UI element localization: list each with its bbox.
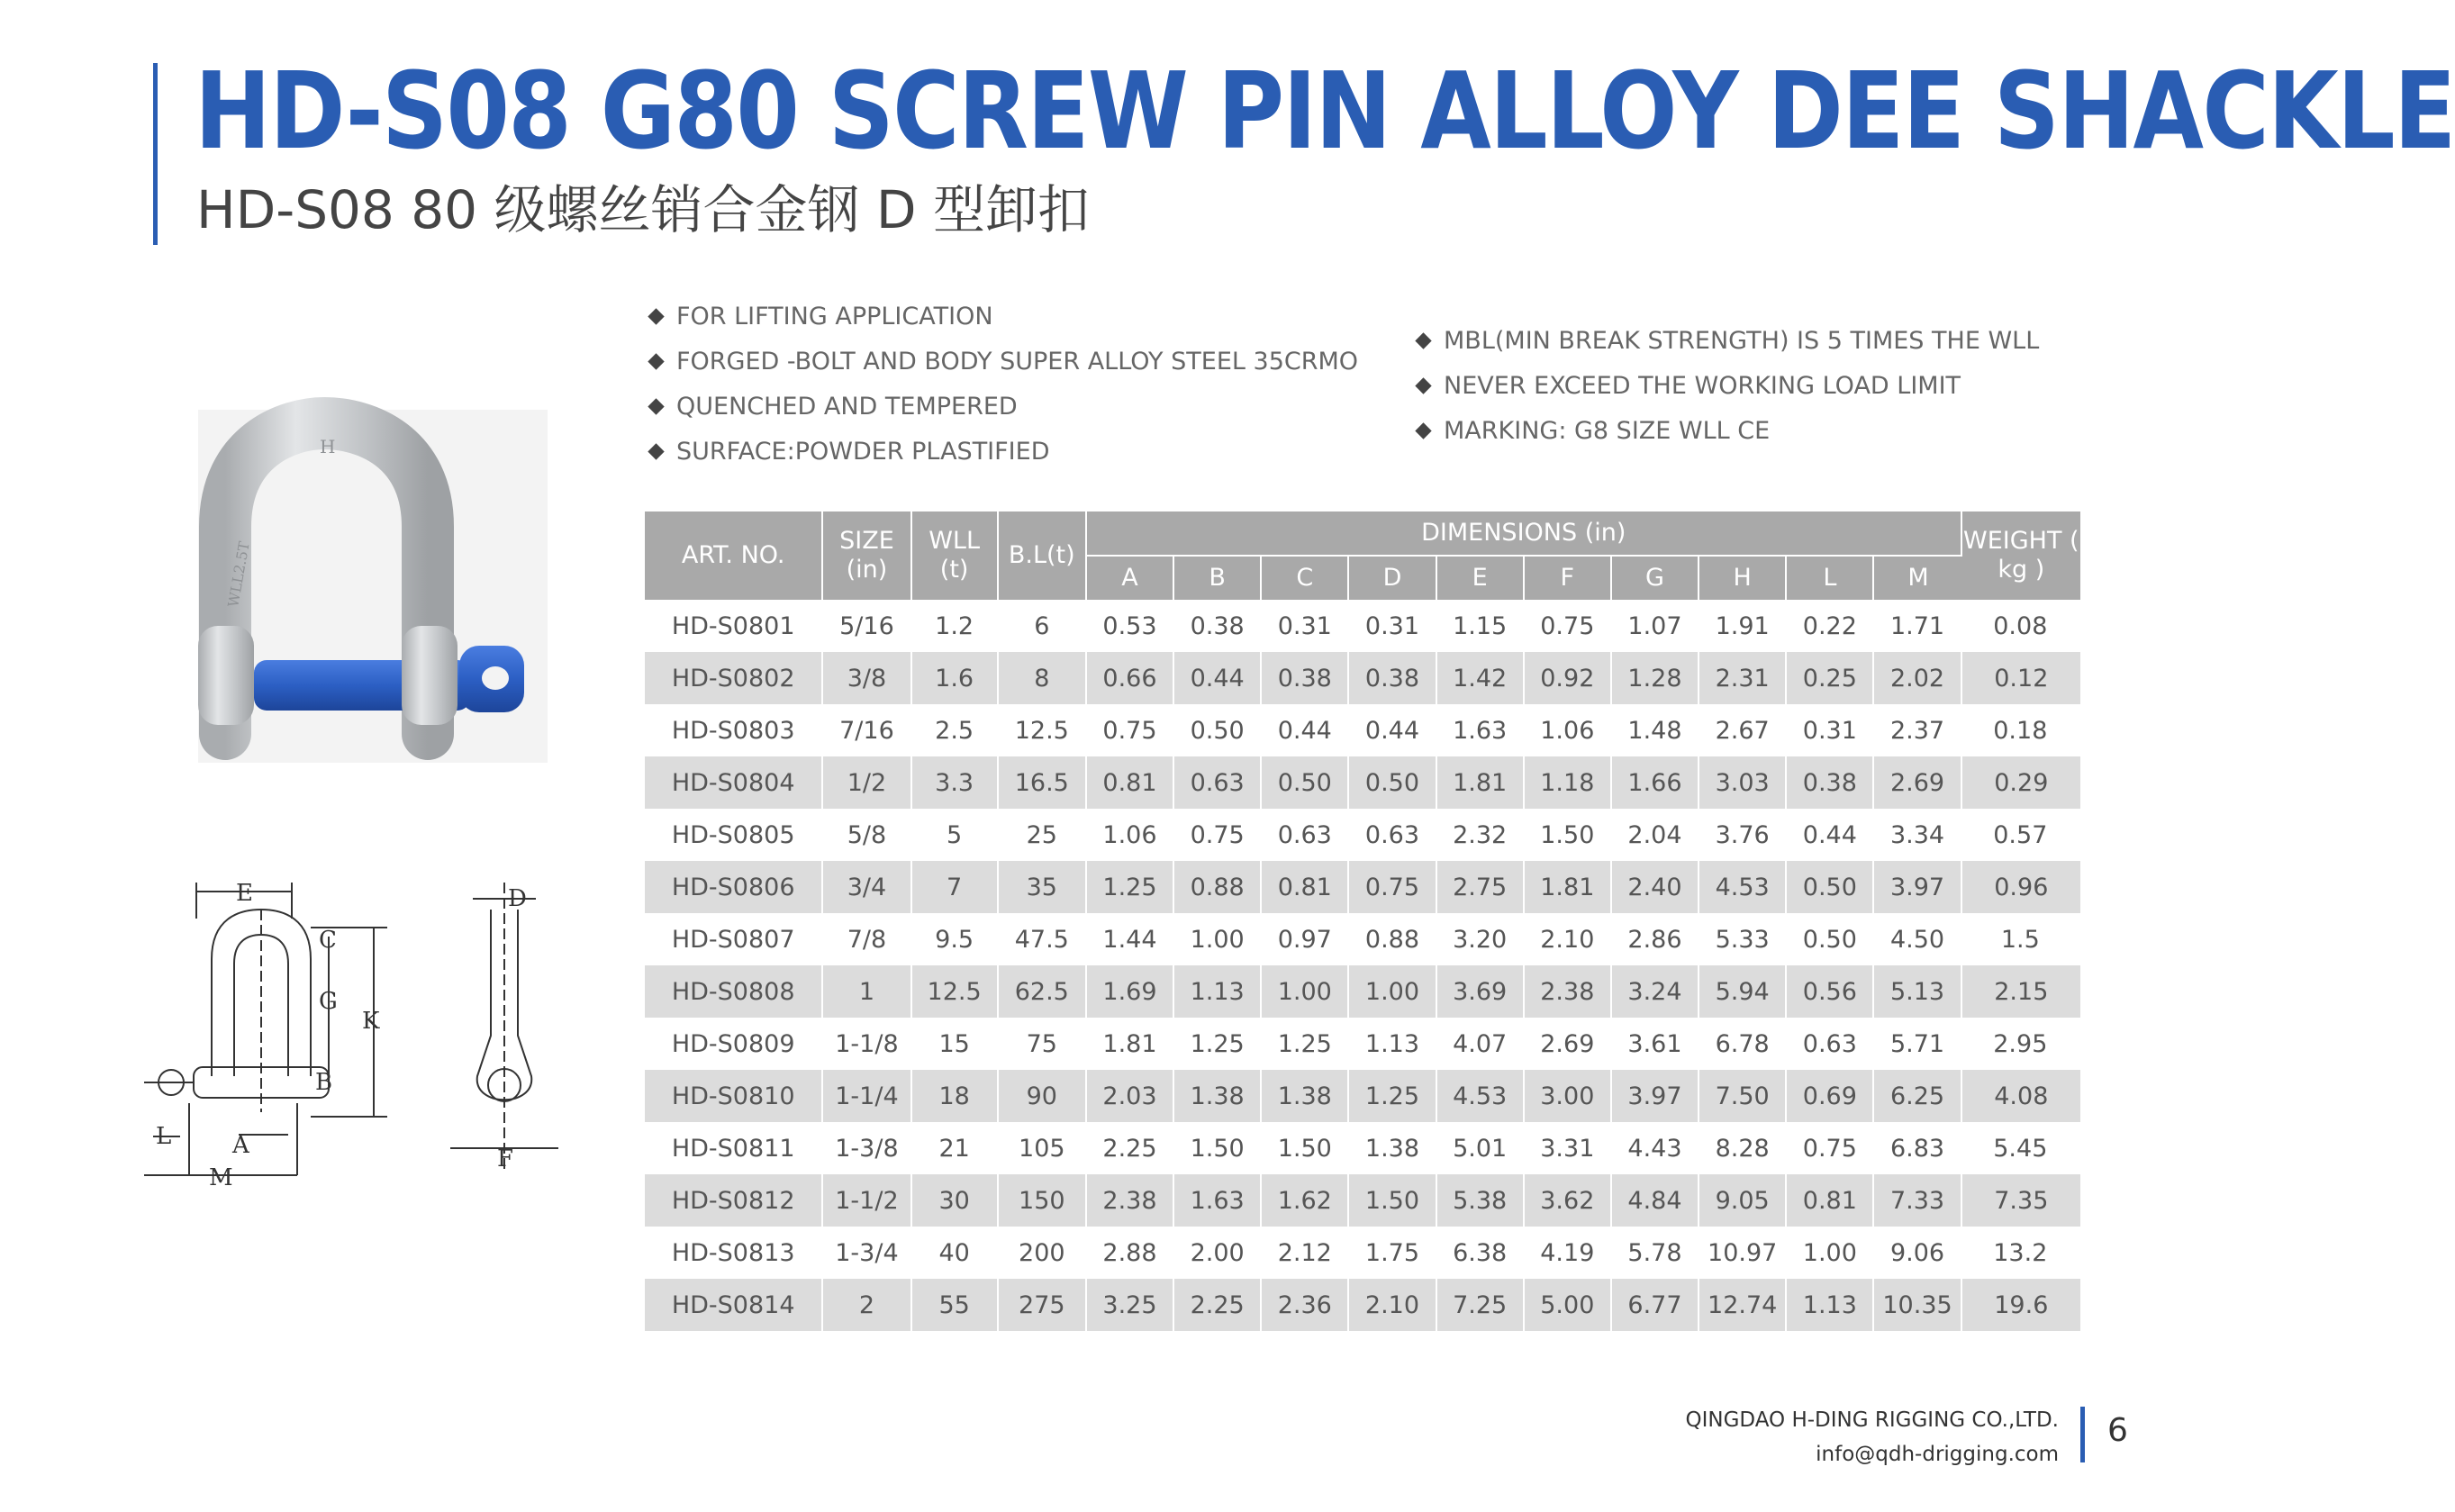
table-cell: 1-3/4 <box>823 1227 911 1279</box>
table-cell: 1.13 <box>1787 1279 1874 1331</box>
table-cell: 1.25 <box>1262 1018 1349 1070</box>
table-cell: 0.38 <box>1262 652 1349 704</box>
table-cell: 7/16 <box>823 704 911 756</box>
table-cell: 1.00 <box>1262 965 1349 1018</box>
header-dim-h: H <box>1699 555 1787 600</box>
feature-item: FORGED -BOLT AND BODY SUPER ALLOY STEEL 35CRMO <box>645 340 1358 385</box>
header-dim-m: M <box>1874 555 1961 600</box>
svg-text:B: B <box>315 1069 333 1096</box>
table-cell: 2.5 <box>912 704 999 756</box>
table-cell: 62.5 <box>999 965 1087 1018</box>
table-cell: 55 <box>912 1279 999 1331</box>
table-cell: 5.71 <box>1874 1018 1961 1070</box>
table-cell: HD-S0807 <box>645 913 823 965</box>
table-cell: 9.05 <box>1699 1174 1787 1227</box>
dee-shackle-image <box>198 410 548 763</box>
table-cell: 7 <box>912 861 999 913</box>
table-cell: 3.25 <box>1087 1279 1174 1331</box>
table-cell: HD-S0806 <box>645 861 823 913</box>
table-cell: 1.00 <box>1787 1227 1874 1279</box>
table-cell: 2.69 <box>1874 756 1961 809</box>
table-cell: 12.5 <box>912 965 999 1018</box>
table-row <box>645 809 2080 861</box>
table-cell: 5.01 <box>1437 1122 1525 1174</box>
header-dim-g: G <box>1612 555 1699 600</box>
table-cell: 1.81 <box>1525 861 1612 913</box>
table-row <box>645 1227 2080 1279</box>
table-cell: 0.38 <box>1174 600 1262 652</box>
table-cell: 13.2 <box>1962 1227 2080 1279</box>
table-cell: 1.81 <box>1087 1018 1174 1070</box>
table-cell: 5.94 <box>1699 965 1787 1018</box>
table-cell: 2.10 <box>1525 913 1612 965</box>
svg-text:K: K <box>362 1008 380 1035</box>
table-cell: 0.66 <box>1087 652 1174 704</box>
footer-company <box>1686 1403 2060 1471</box>
table-cell: 6.25 <box>1874 1070 1961 1122</box>
table-cell: 0.53 <box>1087 600 1174 652</box>
table-cell: HD-S0809 <box>645 1018 823 1070</box>
table-cell: 15 <box>912 1018 999 1070</box>
table-cell: 2.38 <box>1525 965 1612 1018</box>
table-cell: 7.50 <box>1699 1070 1787 1122</box>
table-cell: 0.31 <box>1349 600 1436 652</box>
table-cell: 3.61 <box>1612 1018 1699 1070</box>
table-cell: 2.86 <box>1612 913 1699 965</box>
table-cell: 0.75 <box>1349 861 1436 913</box>
feature-item: SURFACE:POWDER PLASTIFIED <box>645 430 1358 475</box>
table-cell: 0.63 <box>1174 756 1262 809</box>
feature-item: FOR LIFTING APPLICATION <box>645 294 1358 340</box>
table-cell: 0.12 <box>1962 652 2080 704</box>
header-dim-e: E <box>1437 555 1525 600</box>
table-cell: 2.12 <box>1262 1227 1349 1279</box>
table-cell: 10.35 <box>1874 1279 1961 1331</box>
table-cell: 90 <box>999 1070 1087 1122</box>
table-cell: 0.22 <box>1787 600 1874 652</box>
table-cell: 3/4 <box>823 861 911 913</box>
table-cell: 2.25 <box>1174 1279 1262 1331</box>
table-cell: 1.06 <box>1087 809 1174 861</box>
table-cell: 1.18 <box>1525 756 1612 809</box>
table-cell: 1.44 <box>1087 913 1174 965</box>
page-title: HD-S08 G80 SCREW PIN ALLOY DEE SHACKLE <box>195 49 2455 173</box>
table-cell: 1 <box>823 965 911 1018</box>
svg-text:G: G <box>319 988 338 1015</box>
table-cell: 40 <box>912 1227 999 1279</box>
table-cell: 0.44 <box>1262 704 1349 756</box>
table-cell: 1-1/8 <box>823 1018 911 1070</box>
table-cell: 0.31 <box>1262 600 1349 652</box>
table-cell: HD-S0811 <box>645 1122 823 1174</box>
svg-text:C: C <box>319 927 337 954</box>
table-cell: 7.25 <box>1437 1279 1525 1331</box>
diamond-bullet-icon <box>648 398 664 414</box>
table-row <box>645 913 2080 965</box>
table-row <box>645 1070 2080 1122</box>
table-cell: 0.44 <box>1174 652 1262 704</box>
table-cell: 4.07 <box>1437 1018 1525 1070</box>
table-cell: 47.5 <box>999 913 1087 965</box>
title-accent-bar <box>153 63 158 245</box>
table-cell: 4.19 <box>1525 1227 1612 1279</box>
table-cell: 0.88 <box>1174 861 1262 913</box>
table-cell: 6 <box>999 600 1087 652</box>
table-cell: 200 <box>999 1227 1087 1279</box>
header-size: SIZE (in) <box>823 512 911 600</box>
table-cell: 5.38 <box>1437 1174 1525 1227</box>
table-cell: 0.81 <box>1262 861 1349 913</box>
table-cell: 0.50 <box>1174 704 1262 756</box>
table-cell: 2.95 <box>1962 1018 2080 1070</box>
table-cell: 4.43 <box>1612 1122 1699 1174</box>
table-cell: 0.31 <box>1787 704 1874 756</box>
table-cell: 1.15 <box>1437 600 1525 652</box>
table-cell: 0.18 <box>1962 704 2080 756</box>
diamond-bullet-icon <box>648 443 664 459</box>
table-cell: 2.36 <box>1262 1279 1349 1331</box>
product-photo <box>198 410 548 763</box>
table-row <box>645 1018 2080 1070</box>
table-cell: HD-S0804 <box>645 756 823 809</box>
spec-table <box>645 512 2080 1331</box>
table-cell: 1-3/8 <box>823 1122 911 1174</box>
table-cell: HD-S0802 <box>645 652 823 704</box>
header-weight: WEIGHT ( kg ) <box>1962 512 2080 600</box>
table-cell: 3/8 <box>823 652 911 704</box>
table-cell: 3.62 <box>1525 1174 1612 1227</box>
header-dim-l: L <box>1787 555 1874 600</box>
table-cell: 6.38 <box>1437 1227 1525 1279</box>
table-cell: 0.44 <box>1349 704 1436 756</box>
table-cell: 5.33 <box>1699 913 1787 965</box>
svg-text:A: A <box>232 1132 249 1159</box>
diamond-bullet-icon <box>1415 332 1431 349</box>
table-cell: 3.69 <box>1437 965 1525 1018</box>
company-email[interactable]: info@qdh-drigging.com <box>1816 1443 2059 1466</box>
table-cell: 6.78 <box>1699 1018 1787 1070</box>
header-art-no: ART. NO. <box>645 512 823 600</box>
table-cell: 1.66 <box>1612 756 1699 809</box>
table-cell: 2.40 <box>1612 861 1699 913</box>
table-cell: HD-S0814 <box>645 1279 823 1331</box>
table-row <box>645 861 2080 913</box>
table-cell: 0.50 <box>1349 756 1436 809</box>
table-cell: 1.00 <box>1349 965 1436 1018</box>
feature-item: NEVER EXCEED THE WORKING LOAD LIMIT <box>1412 364 2039 409</box>
table-cell: 0.08 <box>1962 600 2080 652</box>
table-cell: 1.2 <box>912 600 999 652</box>
diamond-bullet-icon <box>1415 422 1431 439</box>
table-cell: 275 <box>999 1279 1087 1331</box>
table-cell: HD-S0803 <box>645 704 823 756</box>
table-cell: 9.5 <box>912 913 999 965</box>
table-cell: 30 <box>912 1174 999 1227</box>
table-cell: 3.31 <box>1525 1122 1612 1174</box>
table-cell: 0.92 <box>1525 652 1612 704</box>
table-cell: 25 <box>999 809 1087 861</box>
table-cell: 6.83 <box>1874 1122 1961 1174</box>
table-cell: 1.25 <box>1349 1070 1436 1122</box>
table-cell: 1.62 <box>1262 1174 1349 1227</box>
table-cell: 1.13 <box>1349 1018 1436 1070</box>
page-number: 6 <box>2107 1412 2128 1449</box>
table-cell: 2.75 <box>1437 861 1525 913</box>
table-cell: HD-S0808 <box>645 965 823 1018</box>
table-cell: 2.02 <box>1874 652 1961 704</box>
table-cell: 1.5 <box>1962 913 2080 965</box>
table-cell: 2.32 <box>1437 809 1525 861</box>
dimension-drawing <box>126 874 594 1198</box>
table-cell: 0.63 <box>1787 1018 1874 1070</box>
table-row <box>645 756 2080 809</box>
feature-item: MBL(MIN BREAK STRENGTH) IS 5 TIMES THE WLL <box>1412 319 2039 364</box>
table-cell: 5 <box>912 809 999 861</box>
table-cell: 2.03 <box>1087 1070 1174 1122</box>
table-cell: 5.78 <box>1612 1227 1699 1279</box>
table-cell: 21 <box>912 1122 999 1174</box>
table-cell: 1-1/4 <box>823 1070 911 1122</box>
table-cell: 1.00 <box>1174 913 1262 965</box>
table-row <box>645 652 2080 704</box>
table-cell: 2.31 <box>1699 652 1787 704</box>
table-cell: 105 <box>999 1122 1087 1174</box>
table-cell: 2 <box>823 1279 911 1331</box>
header-dimensions: DIMENSIONS (in) <box>1087 512 1962 555</box>
feature-item: QUENCHED AND TEMPERED <box>645 385 1358 430</box>
header-dim-c: C <box>1262 555 1349 600</box>
table-cell: 1.63 <box>1174 1174 1262 1227</box>
diamond-bullet-icon <box>648 353 664 369</box>
table-cell: 1.50 <box>1262 1122 1349 1174</box>
table-cell: 0.63 <box>1262 809 1349 861</box>
diamond-bullet-icon <box>1415 377 1431 394</box>
table-cell: 3.97 <box>1874 861 1961 913</box>
table-cell: 3.34 <box>1874 809 1961 861</box>
table-cell: 7.35 <box>1962 1174 2080 1227</box>
table-cell: 1.48 <box>1612 704 1699 756</box>
table-cell: 2.67 <box>1699 704 1787 756</box>
table-cell: HD-S0810 <box>645 1070 823 1122</box>
table-cell: 1.07 <box>1612 600 1699 652</box>
table-cell: 12.5 <box>999 704 1087 756</box>
table-cell: 2.88 <box>1087 1227 1174 1279</box>
table-cell: 7.33 <box>1874 1174 1961 1227</box>
table-cell: 1.38 <box>1349 1122 1436 1174</box>
table-cell: 4.84 <box>1612 1174 1699 1227</box>
table-cell: 5.45 <box>1962 1122 2080 1174</box>
table-cell: 2.37 <box>1874 704 1961 756</box>
table-cell: 7/8 <box>823 913 911 965</box>
table-cell: 4.53 <box>1699 861 1787 913</box>
table-cell: HD-S0812 <box>645 1174 823 1227</box>
page-subtitle: HD-S08 80 级螺丝销合金钢 D 型卸扣 <box>196 179 1091 240</box>
table-cell: 0.50 <box>1262 756 1349 809</box>
table-cell: 0.75 <box>1174 809 1262 861</box>
table-cell: 1.69 <box>1087 965 1174 1018</box>
table-cell: 5/8 <box>823 809 911 861</box>
header-dim-d: D <box>1349 555 1436 600</box>
table-cell: 16.5 <box>999 756 1087 809</box>
table-cell: 0.44 <box>1787 809 1874 861</box>
table-cell: 1.71 <box>1874 600 1961 652</box>
table-cell: 1.81 <box>1437 756 1525 809</box>
table-cell: 12.74 <box>1699 1279 1787 1331</box>
table-row <box>645 704 2080 756</box>
header-bl: B.L(t) <box>999 512 1087 600</box>
table-cell: 1.06 <box>1525 704 1612 756</box>
table-cell: 1.25 <box>1174 1018 1262 1070</box>
table-cell: 2.00 <box>1174 1227 1262 1279</box>
svg-text:WLL2.5T: WLL2.5T <box>224 539 253 609</box>
table-cell: 3.20 <box>1437 913 1525 965</box>
table-cell: 2.04 <box>1612 809 1699 861</box>
table-cell: 0.75 <box>1787 1122 1874 1174</box>
table-cell: 2.25 <box>1087 1122 1174 1174</box>
header-dim-f: F <box>1525 555 1612 600</box>
header-dim-b: B <box>1174 555 1262 600</box>
table-cell: 18 <box>912 1070 999 1122</box>
table-cell: 0.38 <box>1787 756 1874 809</box>
table-cell: 0.75 <box>1525 600 1612 652</box>
table-cell: 4.53 <box>1437 1070 1525 1122</box>
table-cell: 0.81 <box>1787 1174 1874 1227</box>
table-cell: 0.50 <box>1787 861 1874 913</box>
svg-text:F: F <box>497 1145 514 1172</box>
table-cell: 3.3 <box>912 756 999 809</box>
table-cell: 1.63 <box>1437 704 1525 756</box>
table-cell: 0.75 <box>1087 704 1174 756</box>
table-cell: 0.50 <box>1787 913 1874 965</box>
table-cell: 0.69 <box>1787 1070 1874 1122</box>
table-cell: HD-S0805 <box>645 809 823 861</box>
feature-list-right <box>1412 319 2039 454</box>
table-cell: 2.15 <box>1962 965 2080 1018</box>
table-row <box>645 600 2080 652</box>
header-wll: WLL (t) <box>912 512 999 600</box>
table-cell: 0.29 <box>1962 756 2080 809</box>
table-row <box>645 1279 2080 1331</box>
table-cell: 3.24 <box>1612 965 1699 1018</box>
table-cell: HD-S0801 <box>645 600 823 652</box>
table-cell: 3.00 <box>1525 1070 1612 1122</box>
table-cell: 75 <box>999 1018 1087 1070</box>
table-cell: 9.06 <box>1874 1227 1961 1279</box>
table-cell: 0.96 <box>1962 861 2080 913</box>
table-cell: 0.97 <box>1262 913 1349 965</box>
table-cell: 6.77 <box>1612 1279 1699 1331</box>
table-cell: 1.28 <box>1612 652 1699 704</box>
table-row <box>645 965 2080 1018</box>
table-cell: HD-S0813 <box>645 1227 823 1279</box>
table-cell: 4.50 <box>1874 913 1961 965</box>
table-cell: 1.50 <box>1349 1174 1436 1227</box>
table-cell: 2.10 <box>1349 1279 1436 1331</box>
table-cell: 4.08 <box>1962 1070 2080 1122</box>
svg-text:L: L <box>156 1123 172 1150</box>
footer-accent-bar <box>2080 1407 2085 1462</box>
table-cell: 1.91 <box>1699 600 1787 652</box>
table-cell: 1.42 <box>1437 652 1525 704</box>
table-cell: 8 <box>999 652 1087 704</box>
svg-text:D: D <box>508 885 527 912</box>
svg-text:E: E <box>236 880 253 907</box>
svg-text:M: M <box>209 1164 233 1191</box>
table-cell: 1.6 <box>912 652 999 704</box>
company-name: QINGDAO H-DING RIGGING CO.,LTD. <box>1685 1408 2059 1432</box>
table-cell: 0.81 <box>1087 756 1174 809</box>
table-cell: 2.38 <box>1087 1174 1174 1227</box>
table-cell: 0.56 <box>1787 965 1874 1018</box>
table-cell: 1.38 <box>1262 1070 1349 1122</box>
table-cell: 3.03 <box>1699 756 1787 809</box>
table-cell: 5/16 <box>823 600 911 652</box>
table-cell: 8.28 <box>1699 1122 1787 1174</box>
header-dim-a: A <box>1087 555 1174 600</box>
table-cell: 150 <box>999 1174 1087 1227</box>
table-cell: 1.50 <box>1174 1122 1262 1174</box>
table-row <box>645 1174 2080 1227</box>
table-cell: 2.69 <box>1525 1018 1612 1070</box>
table-cell: 0.63 <box>1349 809 1436 861</box>
table-cell: 19.6 <box>1962 1279 2080 1331</box>
table-cell: 10.97 <box>1699 1227 1787 1279</box>
table-cell: 3.76 <box>1699 809 1787 861</box>
table-cell: 1.13 <box>1174 965 1262 1018</box>
table-cell: 1/2 <box>823 756 911 809</box>
table-cell: 0.88 <box>1349 913 1436 965</box>
table-cell: 1.38 <box>1174 1070 1262 1122</box>
table-cell: 1.75 <box>1349 1227 1436 1279</box>
table-cell: 1.25 <box>1087 861 1174 913</box>
table-cell: 1.50 <box>1525 809 1612 861</box>
table-cell: 0.25 <box>1787 652 1874 704</box>
table-cell: 1-1/2 <box>823 1174 911 1227</box>
table-cell: 5.13 <box>1874 965 1961 1018</box>
table-row <box>645 1122 2080 1174</box>
feature-list-left <box>645 294 1358 475</box>
svg-text:H: H <box>320 436 336 457</box>
table-cell: 0.57 <box>1962 809 2080 861</box>
feature-item: MARKING: G8 SIZE WLL CE <box>1412 409 2039 454</box>
table-cell: 5.00 <box>1525 1279 1612 1331</box>
table-cell: 0.38 <box>1349 652 1436 704</box>
table-cell: 35 <box>999 861 1087 913</box>
diamond-bullet-icon <box>648 308 664 324</box>
table-cell: 3.97 <box>1612 1070 1699 1122</box>
